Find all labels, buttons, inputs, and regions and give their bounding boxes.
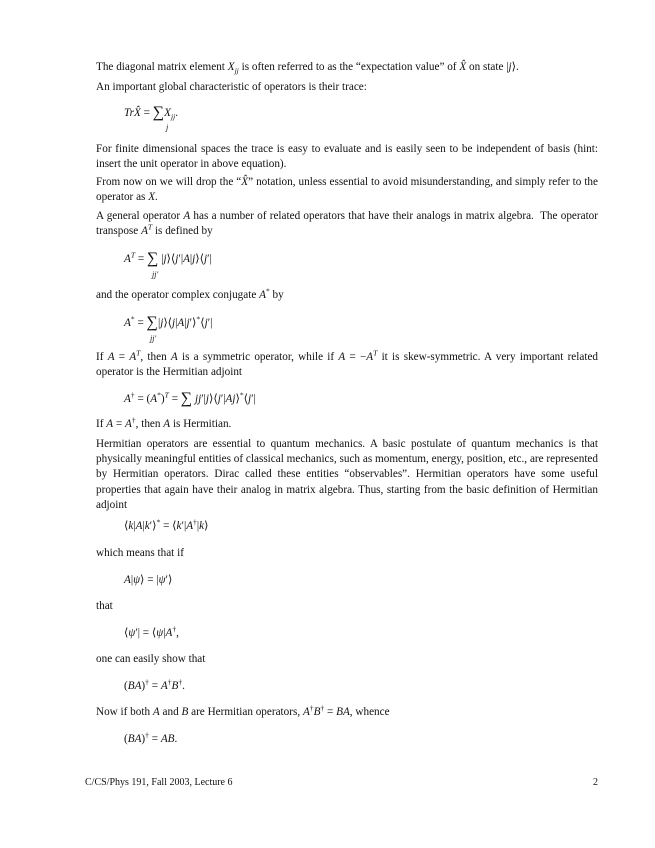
- paragraph-both-hermitian: Now if both A and B are Hermitian operators, A†B† = BA, whence: [96, 703, 390, 718]
- paragraph-which-means: which means that if: [96, 547, 184, 559]
- equation-psi-map: A|ψ⟩ = |ψ′⟩: [124, 574, 173, 586]
- equation-trace: TrX̂ = $\sum X_{jj}$. j: [124, 104, 178, 132]
- equation-conjugate: A* = ∑|j⟩⟨j|A|j′⟩*⟨j′| jj′: [124, 314, 213, 343]
- paragraph-show-that: one can easily show that: [96, 653, 206, 665]
- footer-page-number: 2: [593, 777, 598, 788]
- equation-product-adjoint: (BA)† = A†B†.: [124, 677, 185, 692]
- paragraph-that: that: [96, 600, 113, 612]
- paragraph-expectation-value: The diagonal matrix element $X_{jj}$ is often referred to as the “expectation value” of X̂ on state |j⟩.: [96, 61, 519, 76]
- equation-psi-bra: ⟨ψ′| = ⟨ψ|A†,: [124, 624, 179, 639]
- equation-adjoint-definition: ⟨k|A|k′⟩* = ⟨k′|A†|k⟩: [124, 517, 209, 532]
- equation-transpose: $A^T$ = ∑ |j⟩⟨j′|A|j⟩⟨j′| jj′: [124, 250, 212, 279]
- paragraph-hermitian-def: If A = A†, then A is Hermitian.: [96, 415, 232, 430]
- paragraph-conjugate-intro: and the operator complex conjugate A* by: [96, 286, 284, 301]
- footer-course: C/CS/Phys 191, Fall 2003, Lecture 6: [85, 777, 233, 788]
- paragraph-trace-intro: An important global characteristic of operators is their trace:: [96, 81, 367, 93]
- equation-adjoint: $A^\dagger = (A^*)^T$ = ∑ jj′|j⟩⟨j′|Aj⟩*⟨j′|: [124, 390, 256, 407]
- equation-product-hermitian: (BA)† = AB.: [124, 730, 178, 745]
- paragraph-general-operator: A general operator A has a number of related operators that have their analogs in matrix algebra. The operator transpose $A^T$ is defined by: [96, 210, 598, 238]
- paragraph-hermitian-essential: Hermitian operators are essential to quantum mechanics. A basic postulate of quantum mechanics is that physically meaningful entities of classical mechanics, such as momentum, energy, position, etc., are represented by Hermitian operators. Dirac called these entities “observables”. Hermitian operators have some useful properties that again have their analog in matrix algebra. Thus, starting from the basic definition of Hermitian adjoint: [96, 438, 598, 511]
- paragraph-symmetric: If $A = A^T$, then A is a symmetric operator, while if $A = -A^T$ it is skew-symmetric. A very important related operator is the Hermitian adjoint: [96, 348, 599, 379]
- paragraph-finite-trace: For finite dimensional spaces the trace is easy to evaluate and is easily seen to be independent of basis (hint: insert the unit operator in above equation).: [96, 143, 598, 171]
- paragraph-notation: From now on we will drop the “X̂” notation, unless essential to avoid misunderstanding, and simply refer to the operator as X.: [96, 176, 598, 204]
